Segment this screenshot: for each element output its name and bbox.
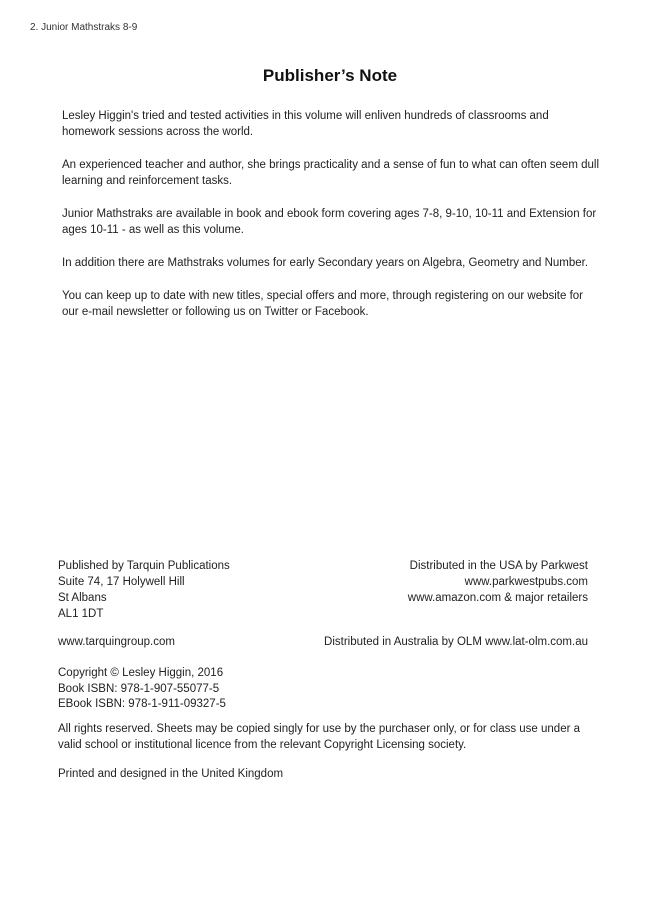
publisher-line: AL1 1DT <box>58 608 104 620</box>
publisher-line: Suite 74, 17 Holywell Hill <box>58 576 185 588</box>
publisher-line: St Albans <box>58 592 107 604</box>
copyright-block <box>58 666 226 713</box>
publisher-address <box>58 558 230 622</box>
distribution-line: www.parkwestpubs.com <box>464 576 588 588</box>
printed-statement: Printed and designed in the United Kingdom <box>58 768 284 780</box>
rights-statement: All rights reserved. Sheets may be copied singly for use by the purchaser only, or for class use under a valid school or institutional licence from the relevant Copyright Licensing society. <box>58 723 581 751</box>
intro-paragraph: Junior Mathstraks are available in book and ebook form covering ages 7-8, 9-10, 10-11 and Extension for ages 10-11 - as well as this volume. <box>62 208 597 236</box>
publisher-line: Published by Tarquin Publications <box>58 560 230 572</box>
intro-paragraph: You can keep up to date with new titles, special offers and more, through registering on our website for our e-mail newsletter or following us on Twitter or Facebook. <box>62 290 584 318</box>
usa-distribution <box>408 558 588 606</box>
isbn-line: Book ISBN: 978-1-907-55077-5 <box>58 682 220 695</box>
page-title: Publisher’s Note <box>262 66 398 85</box>
distribution-line: Distributed in the USA by Parkwest <box>409 560 588 572</box>
intro-paragraph: Lesley Higgin's tried and tested activities in this volume will enliven hundreds of classrooms and homework sessions across the world. <box>62 110 549 138</box>
distribution-line: www.amazon.com & major retailers <box>407 592 588 604</box>
intro-paragraph: An experienced teacher and author, she brings practicality and a sense of fun to what can often seem dull learning and reinforcement tasks. <box>62 159 600 187</box>
australia-distribution: Distributed in Australia by OLM www.lat-olm.com.au <box>324 636 588 648</box>
publisher-website: www.tarquingroup.com <box>58 636 175 648</box>
copyright-line: Copyright © Lesley Higgin, 2016 <box>58 667 224 679</box>
isbn-line: EBook ISBN: 978-1-911-09327-5 <box>58 698 226 710</box>
running-head: 2. Junior Mathstraks 8-9 <box>30 22 138 33</box>
intro-paragraph: In addition there are Mathstraks volumes for early Secondary years on Algebra, Geometry and Number. <box>62 257 589 269</box>
publisher-note-body <box>62 108 602 337</box>
